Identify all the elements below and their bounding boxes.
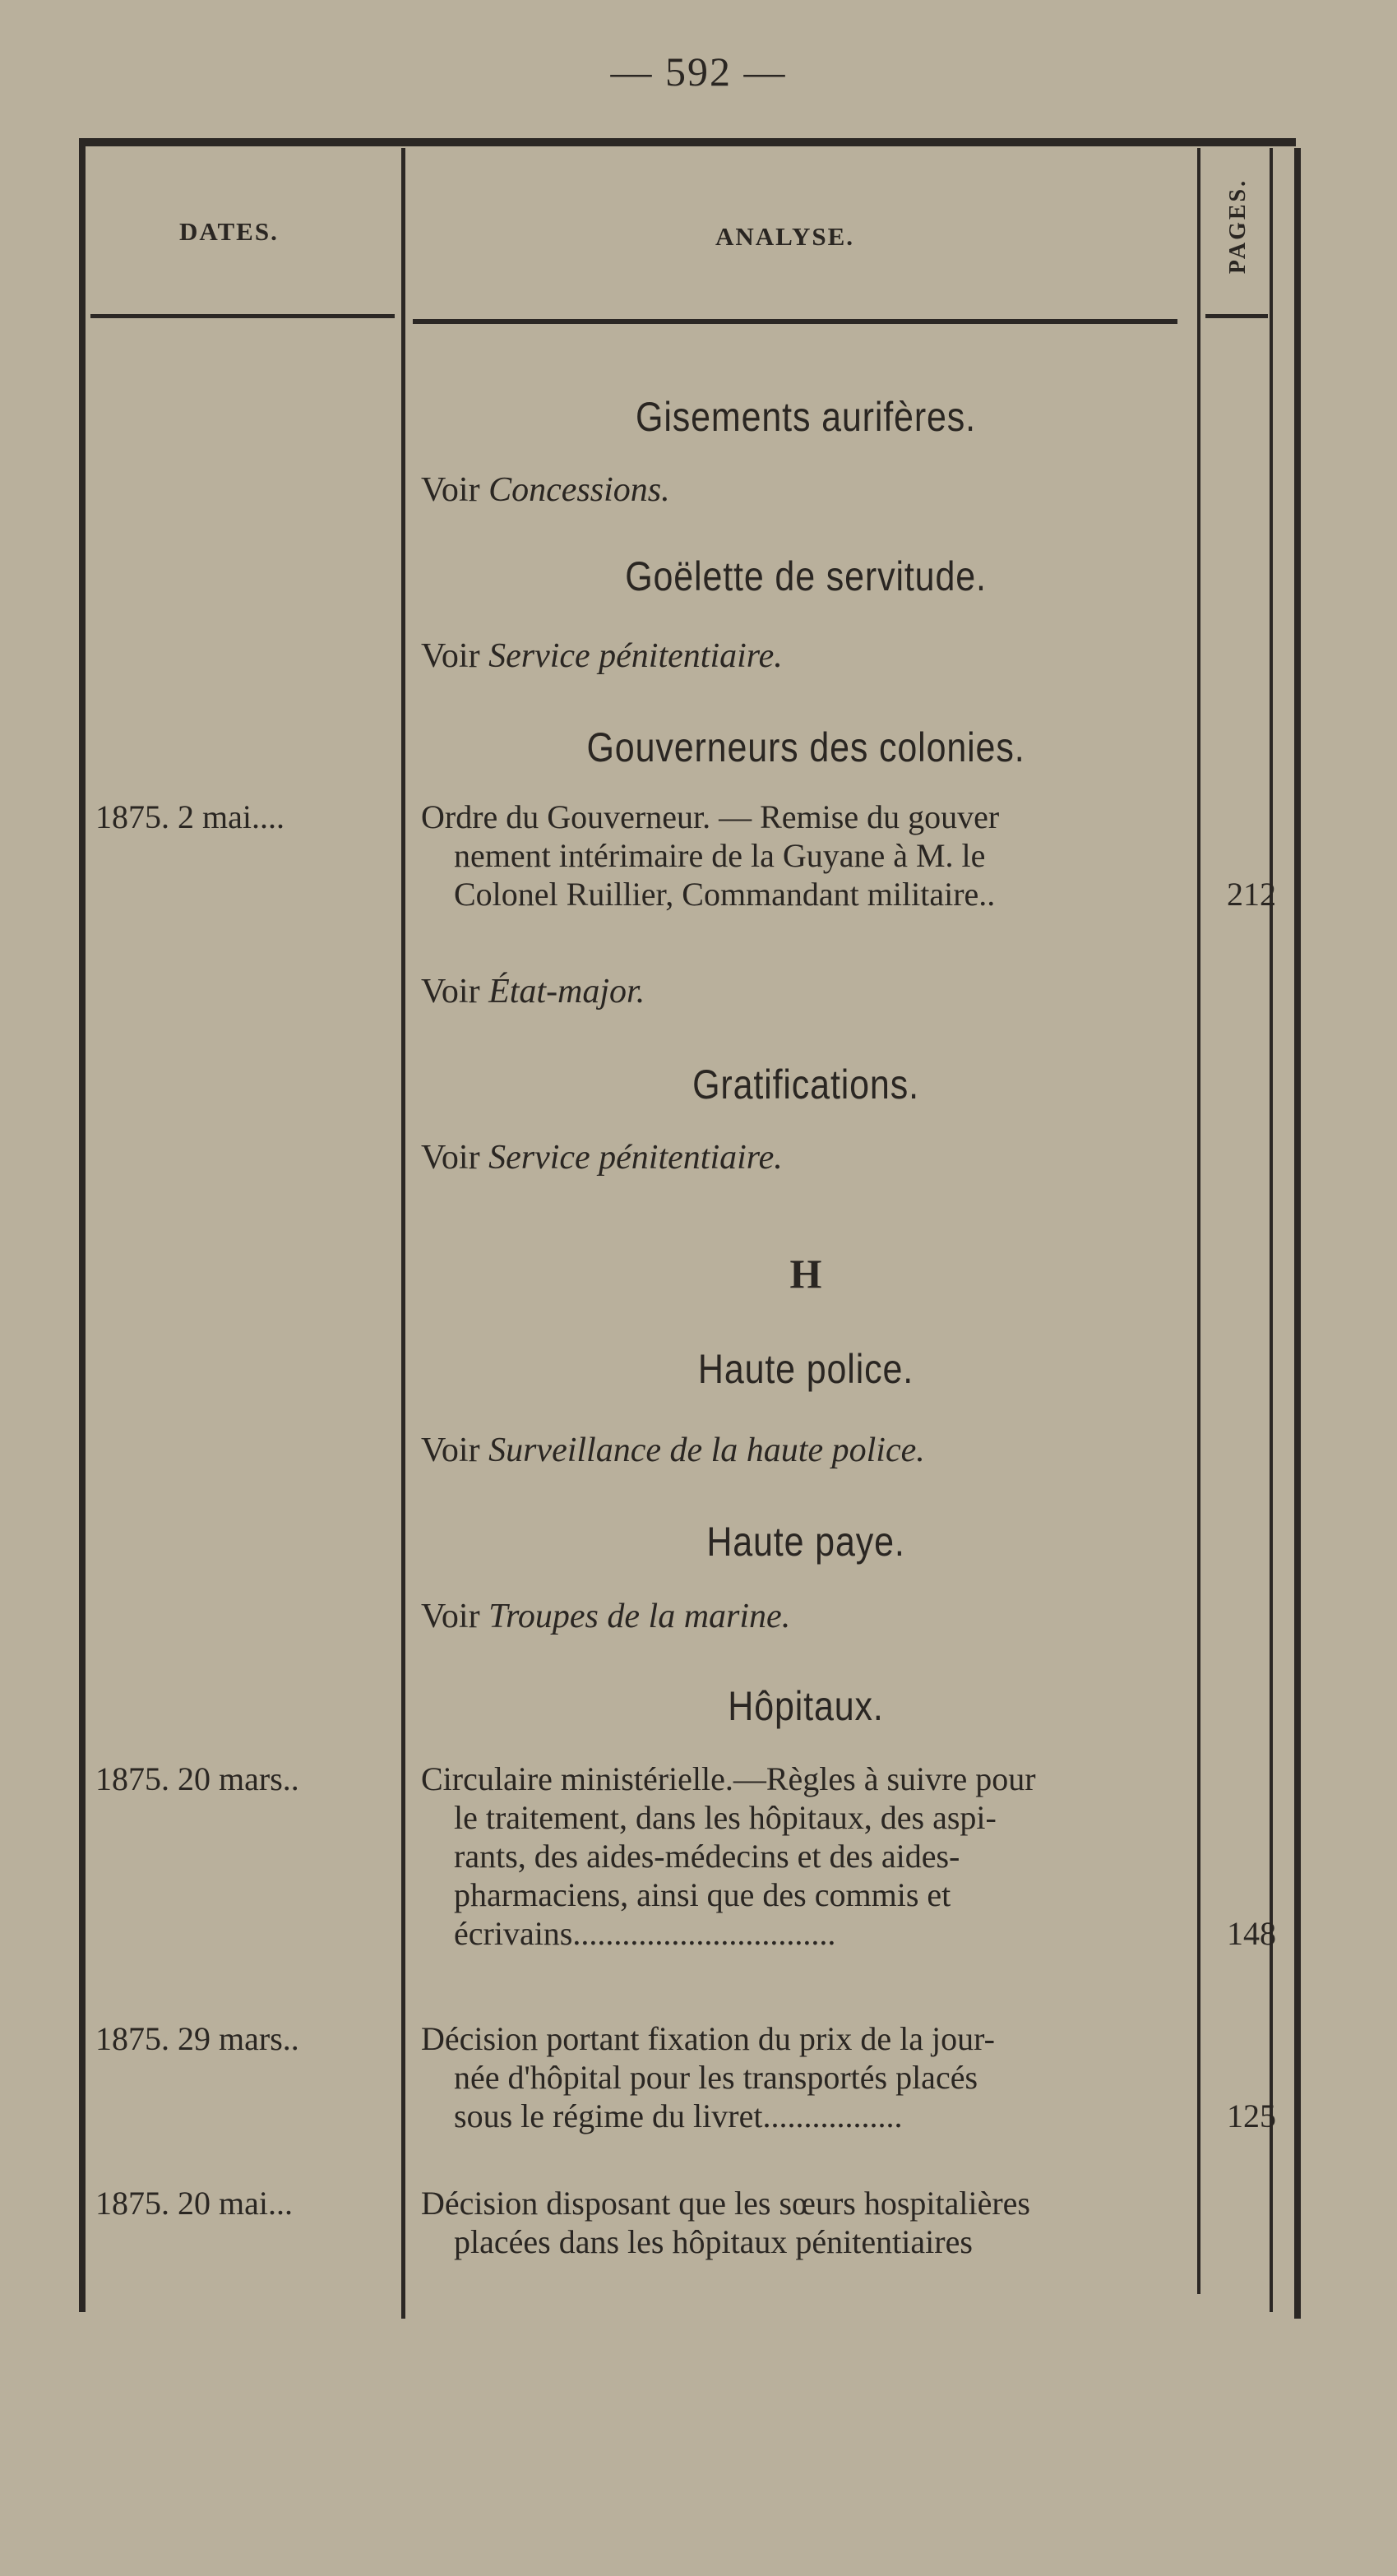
entry-text	[421, 2019, 1198, 2135]
voir-label: Voir	[421, 637, 480, 675]
section-heading-gratifications: Gratifications.	[692, 1061, 919, 1108]
voir-target: État-major.	[488, 973, 645, 1011]
voir-label: Voir	[421, 471, 480, 509]
voir-reference-goelette	[421, 636, 783, 676]
voir-reference-haute-paye	[421, 1597, 790, 1636]
section-heading-gouverneurs: Gouverneurs des colonies.	[586, 724, 1025, 770]
section-heading-gisements: Gisements aurifères.	[636, 394, 976, 440]
entry-page-ref: 212	[1227, 876, 1276, 913]
entry-line: Colonel Ruillier, Commandant militaire..	[454, 876, 996, 913]
entry-line: Décision portant fixation du prix de la jour-	[421, 2020, 995, 2057]
entry-date: 1875. 29 mars..	[95, 2020, 299, 2057]
entry-line: nement intérimaire de la Guyane à M. le	[454, 837, 986, 874]
section-heading-haute-paye: Haute paye.	[706, 1519, 905, 1565]
entry-line: placées dans les hôpitaux pénitentiaires	[454, 2223, 973, 2260]
pages-header	[1215, 156, 1261, 296]
entry-text	[421, 798, 1198, 913]
voir-target: Surveillance de la haute police.	[488, 1431, 925, 1469]
table-left-rule	[79, 141, 86, 2312]
voir-reference-haute-police	[421, 1431, 925, 1470]
voir-target: Service pénitentiaire.	[488, 637, 783, 675]
entry-date: 1875. 2 mai....	[95, 798, 284, 835]
voir-label: Voir	[421, 1598, 480, 1635]
table-top-rule	[79, 138, 1296, 146]
section-heading-hopitaux: Hôpitaux.	[728, 1683, 884, 1729]
entry-page-ref: 148	[1227, 1915, 1276, 1952]
voir-target: Concessions.	[488, 471, 670, 509]
voir-reference-gisements	[421, 470, 670, 510]
entry-text	[421, 2184, 1198, 2261]
dates-header: DATES.	[179, 217, 279, 246]
voir-target: Service pénitentiaire.	[488, 1139, 783, 1177]
section-heading-haute-police: Haute police.	[697, 1346, 914, 1392]
voir-reference-gratifications	[421, 1138, 783, 1177]
voir-label: Voir	[421, 1139, 480, 1177]
entry-line: Circulaire ministérielle.—Règles à suivre pour	[421, 1760, 1036, 1797]
entry-line: Décision disposant que les sœurs hospitalières	[421, 2185, 1030, 2222]
analyse-column-rule	[1197, 148, 1200, 2294]
alphabet-letter-h: H	[789, 1251, 822, 1297]
entry-line: écrivains................................	[454, 1915, 836, 1952]
pages-header-label: PAGES.	[1225, 178, 1251, 275]
entry-line: rants, des aides-médecins et des aides-	[454, 1838, 960, 1875]
page-number: — 592 —	[610, 49, 787, 95]
voir-target: Troupes de la marine.	[488, 1598, 791, 1635]
entry-line: née d'hôpital pour les transportés placés	[454, 2059, 978, 2096]
entry-line: sous le régime du livret.................	[454, 2097, 903, 2134]
entry-line: le traitement, dans les hôpitaux, des aspi-	[454, 1799, 997, 1836]
voir-label: Voir	[421, 1431, 480, 1469]
pages-header-underline	[1205, 314, 1268, 318]
entry-line: pharmaciens, ainsi que des commis et	[454, 1876, 951, 1913]
dates-header-underline	[90, 314, 395, 318]
entry-date: 1875. 20 mars..	[95, 1760, 299, 1797]
dates-column-rule	[401, 148, 405, 2319]
analyse-header-underline	[413, 319, 1177, 324]
table-right-rule	[1294, 148, 1301, 2319]
section-heading-goelette: Goëlette de servitude.	[625, 553, 987, 599]
voir-label: Voir	[421, 973, 480, 1011]
voir-reference-gouverneurs	[421, 972, 645, 1011]
entry-line: Ordre du Gouverneur. — Remise du gouver	[421, 798, 1000, 835]
pages-column-rule	[1270, 148, 1273, 2312]
entry-date: 1875. 20 mai...	[95, 2185, 293, 2222]
entry-page-ref: 125	[1227, 2097, 1276, 2134]
entry-text	[421, 1760, 1198, 1953]
analyse-header: ANALYSE.	[715, 222, 855, 251]
